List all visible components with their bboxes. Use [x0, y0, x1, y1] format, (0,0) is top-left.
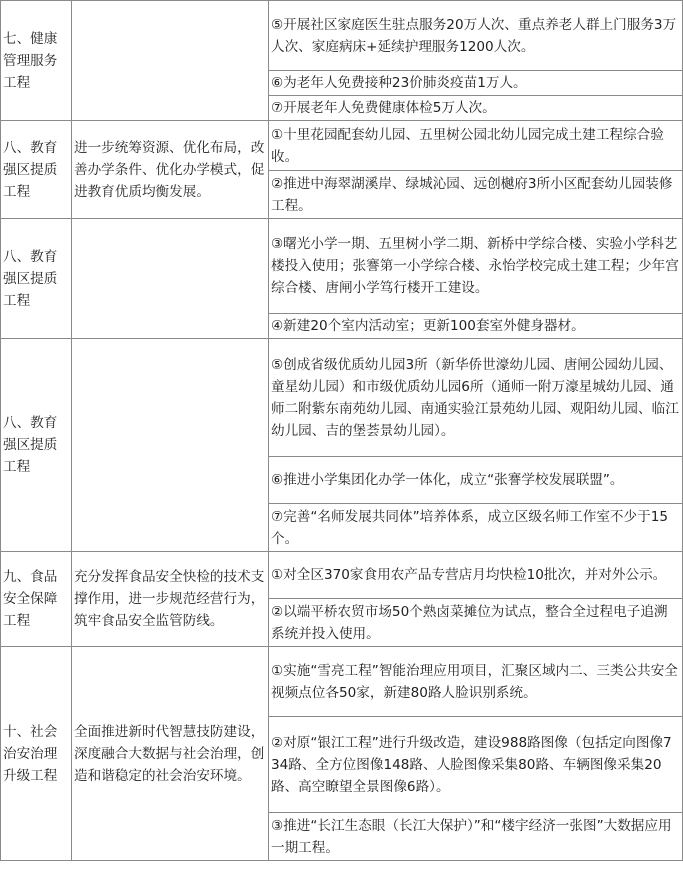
task-item-cell: ③曙光小学一期、五里树小学二期、新桥中学综合楼、实验小学科艺楼投入使用；张謇第一小学综合楼、永怡学校完成土建工程；少年宫综合楼、唐闸小学笃行楼开工建设。 — [269, 219, 683, 314]
task-item-cell: ⑤开展社区家庭医生驻点服务20万人次、重点养老人群上门服务3万人次、家庭病床+延续护理服务1200人次。 — [269, 1, 683, 71]
project-name-cell: 九、食品安全保障工程 — [1, 552, 72, 647]
task-item-cell: ①对全区370家食用农产品专营店月均快检10批次，并对外公示。 — [269, 552, 683, 599]
table-row — [1, 219, 683, 314]
project-goal-cell: 充分发挥食品安全快检的技术支撑作用，进一步规范经营行为，筑牢食品安全监管防线。 — [72, 552, 269, 647]
task-item-cell: ②推进中海翠湖溪岸、绿城沁园、远创樾府3所小区配套幼儿园装修工程。 — [269, 171, 683, 219]
table-row — [1, 552, 683, 599]
task-item-cell: ③推进“长江生态眼（长江大保护）”和“楼宇经济一张图”大数据应用一期工程。 — [269, 813, 683, 861]
project-goal-cell: 进一步统筹资源、优化布局，改善办学条件、优化办学模式，促进教育优质均衡发展。 — [72, 121, 269, 219]
table-row — [1, 1, 683, 71]
task-item-cell: ②对原“银江工程”进行升级改造，建设988路图像（包括定向图像734路、全方位图像148路、人脸图像采集80路、车辆图像采集20路、高空瞭望全景图像6路）。 — [269, 717, 683, 813]
task-item-cell: ⑥推进小学集团化办学一体化，成立“张謇学校发展联盟”。 — [269, 457, 683, 504]
project-name-cell: 八、教育强区提质工程 — [1, 339, 72, 552]
task-item-cell: ⑦开展老年人免费健康体检5万人次。 — [269, 96, 683, 121]
task-item-cell: ①十里花园配套幼儿园、五里树公园北幼儿园完成土建工程综合验收。 — [269, 121, 683, 171]
task-item-cell: ④新建20个室内活动室；更新100套室外健身器材。 — [269, 314, 683, 339]
task-item-cell: ②以端平桥农贸市场50个熟卤菜摊位为试点，整合全过程电子追溯系统并投入使用。 — [269, 599, 683, 647]
project-name-cell: 八、教育强区提质工程 — [1, 121, 72, 219]
task-item-cell: ⑥为老年人免费接种23价肺炎疫苗1万人。 — [269, 71, 683, 96]
project-goal-cell — [72, 219, 269, 339]
project-goal-cell — [72, 339, 269, 552]
task-item-cell: ⑤创成省级优质幼儿园3所（新华侨世濠幼儿园、唐闸公园幼儿园、童星幼儿园）和市级优质幼儿园6所（通师一附万濠星城幼儿园、通师二附紫东南苑幼儿园、南通实验江景苑幼儿园、观阳幼儿园、临江幼儿园、吉的堡荟景幼儿园）。 — [269, 339, 683, 457]
task-item-cell: ①实施“雪亮工程”智能治理应用项目，汇聚区域内二、三类公共安全视频点位各50家，新建80路人脸识别系统。 — [269, 647, 683, 717]
task-item-cell: ⑦完善“名师发展共同体”培养体系，成立区级名师工作室不少于15个。 — [269, 504, 683, 552]
table-row — [1, 647, 683, 717]
table-row — [1, 121, 683, 171]
project-name-cell: 十、社会治安治理升级工程 — [1, 647, 72, 861]
table-row — [1, 339, 683, 457]
project-goal-cell: 全面推进新时代智慧技防建设，深度融合大数据与社会治理，创造和谐稳定的社会治安环境。 — [72, 647, 269, 861]
project-name-cell: 八、教育强区提质工程 — [1, 219, 72, 339]
project-goal-cell — [72, 1, 269, 121]
project-name-cell: 七、健康管理服务工程 — [1, 1, 72, 121]
